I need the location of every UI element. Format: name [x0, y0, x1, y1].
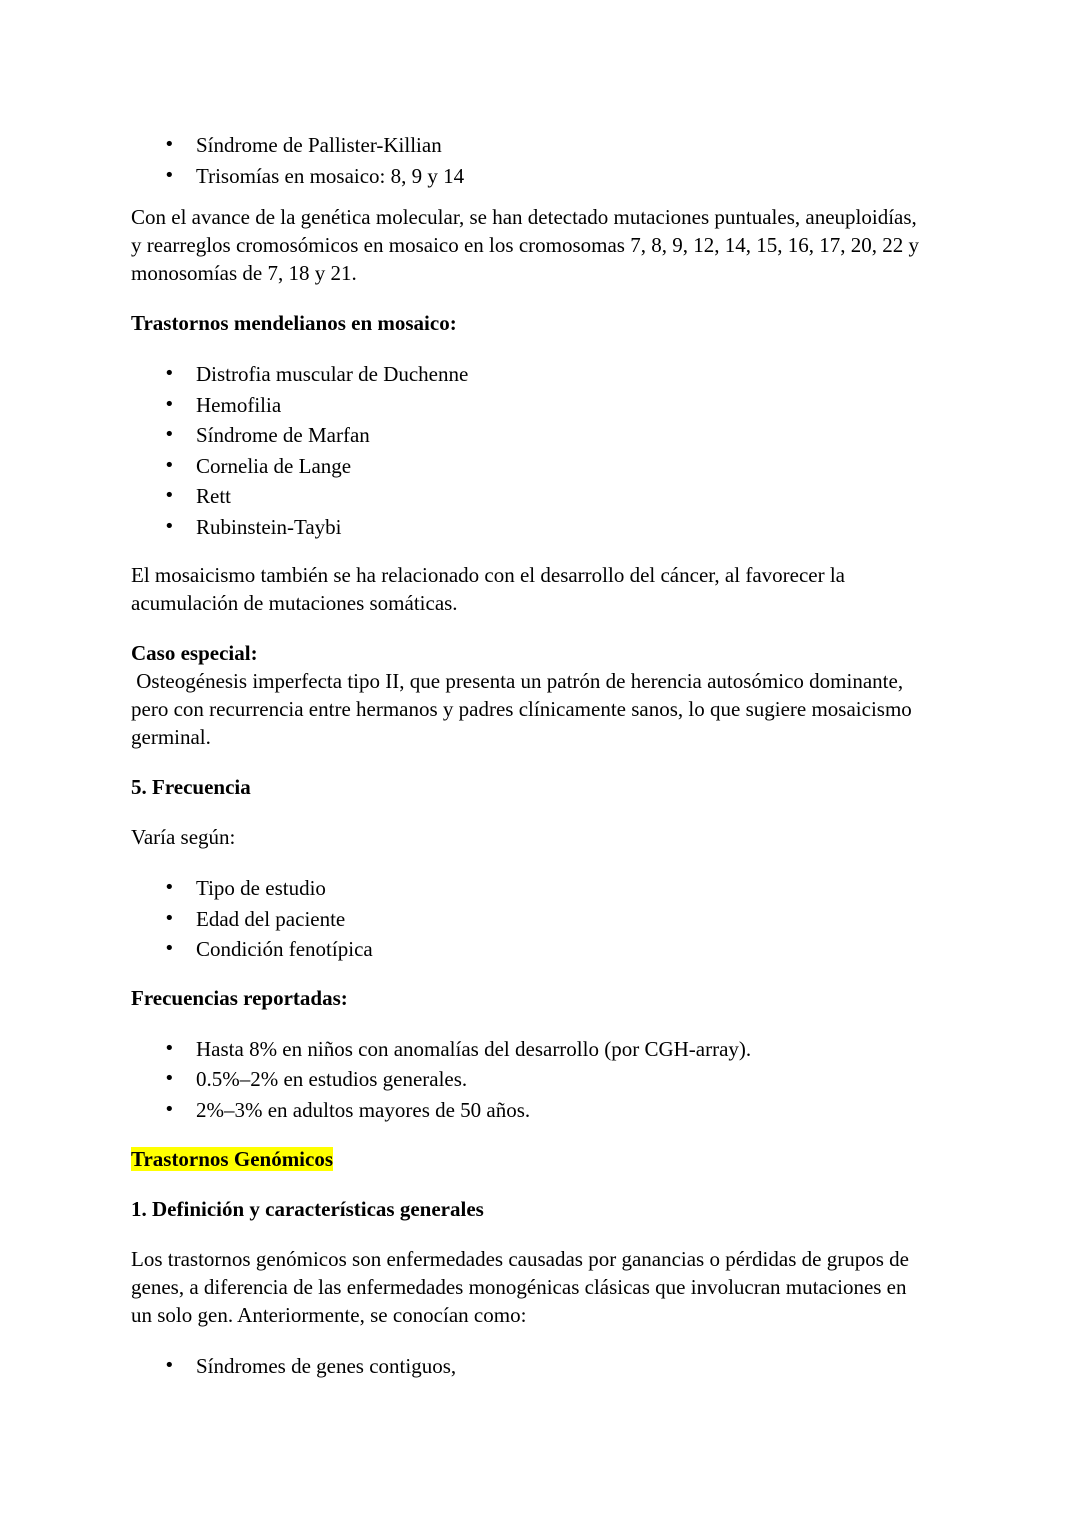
paragraph-line: Los trastornos genómicos son enfermedades causadas por ganancias o pérdidas de grupos de: [131, 1247, 909, 1271]
paragraph-line: y rearreglos cromosómicos en mosaico en los cromosomas 7, 8, 9, 12, 14, 15, 16, 17, 20, 22 y: [131, 233, 919, 257]
paragraph-line: genes, a diferencia de las enfermedades monogénicas clásicas que involucran mutaciones en: [131, 1275, 907, 1299]
list-item: • Distrofia muscular de Duchenne: [131, 359, 961, 390]
list-item: • Síndrome de Pallister-Killian: [131, 130, 961, 161]
list-factors: [131, 873, 961, 965]
paragraph-special-case: [131, 639, 961, 751]
paragraph-line: monosomías de 7, 18 y 21.: [131, 261, 357, 285]
paragraph-molecular: [131, 203, 961, 287]
paragraph-line: pero con recurrencia entre hermanos y padres clínicamente sanos, lo que sugiere mosaicismo: [131, 697, 912, 721]
paragraph-line: Con el avance de la genética molecular, se han detectado mutaciones puntuales, aneuploidías,: [131, 205, 917, 229]
heading-special: Caso especial:: [131, 641, 258, 665]
paragraph-line: acumulación de mutaciones somáticas.: [131, 591, 458, 615]
heading-mendelian: Trastornos mendelianos en mosaico:: [131, 311, 457, 335]
document-page: [131, 130, 961, 1382]
list-item: • Rubinstein-Taybi: [131, 512, 961, 543]
list-item: • Condición fenotípica: [131, 934, 961, 965]
heading-genomic: Trastornos Genómicos: [131, 1147, 334, 1171]
list-item: • Hemofilia: [131, 390, 961, 421]
paragraph-line: germinal.: [131, 725, 211, 749]
list-item: • Rett: [131, 481, 961, 512]
list-formerly: [131, 1351, 961, 1382]
heading-definition: 1. Definición y características generales: [131, 1197, 484, 1221]
heading-genomic-wrapper: [131, 1145, 961, 1173]
list-item: • Hasta 8% en niños con anomalías del desarrollo (por CGH-array).: [131, 1034, 961, 1065]
list-item: • Trisomías en mosaico: 8, 9 y 14: [131, 161, 961, 192]
list-item: • 2%–3% en adultos mayores de 50 años.: [131, 1095, 961, 1126]
list-top: [131, 130, 961, 191]
heading-reported: Frecuencias reportadas:: [131, 985, 348, 1010]
heading-frequency: 5. Frecuencia: [131, 775, 251, 799]
list-reported: [131, 1034, 961, 1126]
list-item: • Síndrome de Marfan: [131, 420, 961, 451]
paragraph-line: un solo gen. Anteriormente, se conocían como:: [131, 1303, 527, 1327]
paragraph-cancer: [131, 561, 961, 617]
list-mendelian: [131, 359, 961, 542]
list-item: • Tipo de estudio: [131, 873, 961, 904]
paragraph-varia: Varía según:: [131, 825, 236, 849]
paragraph-line: Osteogénesis imperfecta tipo II, que presenta un patrón de herencia autosómico dominante,: [131, 669, 904, 693]
paragraph-line: El mosaicismo también se ha relacionado con el desarrollo del cáncer, al favorecer la: [131, 563, 845, 587]
list-item: • Edad del paciente: [131, 904, 961, 935]
paragraph-genomic: [131, 1245, 961, 1329]
list-item: • Síndromes de genes contiguos,: [131, 1351, 961, 1382]
list-item: • Cornelia de Lange: [131, 451, 961, 482]
list-item: • 0.5%–2% en estudios generales.: [131, 1064, 961, 1095]
